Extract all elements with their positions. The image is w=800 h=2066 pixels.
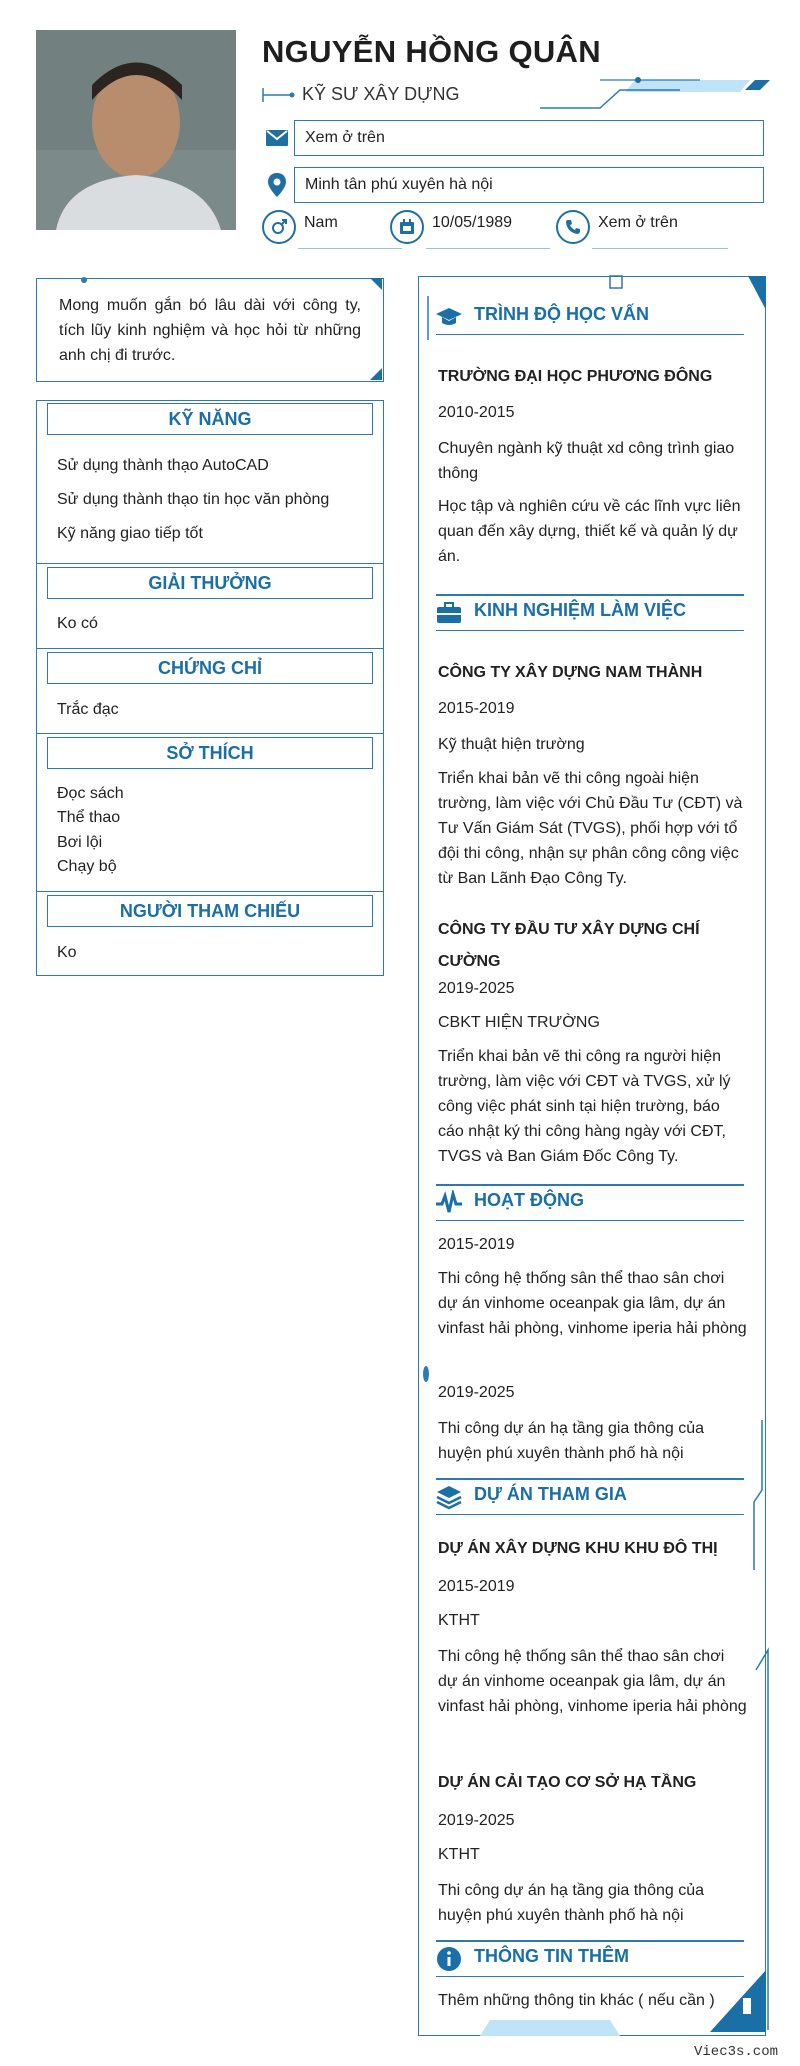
job-company: CÔNG TY XÂY DỰNG NAM THÀNH [438, 664, 703, 681]
education-school: TRƯỜNG ĐẠI HỌC PHƯƠNG ĐÔNG [438, 368, 713, 385]
awards-heading: GIẢI THƯỞNG [47, 567, 373, 599]
project-desc: Thi công dự án hạ tầng gia thông của huyện phú xuyên thành phố hà nội [438, 1882, 705, 1924]
project-name: DỰ ÁN CẢI TẠO CƠ SỞ HẠ TẦNG [438, 1774, 697, 1791]
references-text: Ko [57, 944, 77, 961]
gender-icon [262, 210, 296, 244]
hobby-item: Chạy bộ [57, 858, 117, 875]
heartbeat-icon [436, 1190, 462, 1216]
education-desc: Học tập và nghiên cứu về các lĩnh vực liên quan đến xây dựng, thiết kế và quản lý dự án. [438, 498, 741, 565]
projects-section-header [436, 1480, 744, 1515]
hobby-item: Đọc sách [57, 785, 124, 802]
phone-value: Xem ở trên [598, 214, 678, 231]
project-name: DỰ ÁN XÂY DỰNG KHU KHU ĐÔ THỊ [438, 1540, 718, 1557]
watermark: Viec3s.com [693, 2044, 778, 2060]
skills-heading: KỸ NĂNG [47, 403, 373, 435]
education-title: TRÌNH ĐỘ HỌC VẤN [474, 304, 649, 324]
layers-icon [436, 1484, 462, 1510]
location-pin-icon [262, 167, 292, 203]
email-value: Xem ở trên [294, 120, 764, 156]
job-desc: Triển khai bản vẽ thi công ra người hiện trường, làm việc với CĐT và TVGS, xử lý công việc phát sinh tại hiện trường, báo cáo nhật ký thi công hàng ngày với CĐT, TVGS và Ban Giám Đốc Công Ty. [438, 1048, 731, 1165]
job-company: CÔNG TY ĐẦU TƯ XÂY DỰNG CHÍ CƯỜNG [438, 921, 700, 970]
candidate-name: NGUYỄN HỒNG QUÂN [262, 34, 601, 69]
education-section-header [436, 300, 744, 335]
job-period: 2019-2025 [438, 980, 515, 997]
activities-section-header [436, 1186, 744, 1221]
briefcase-icon [436, 600, 462, 626]
gender-value: Nam [304, 214, 338, 231]
extra-title: THÔNG TIN THÊM [474, 1946, 629, 1966]
project-desc: Thi công hệ thống sân thể thao sân chơi dự án vinhome oceanpak gia lâm, dự án vinfast hải phòng, vinhome iperia hải phòng [438, 1648, 747, 1715]
job-title: KỸ SƯ XÂY DỰNG [302, 84, 460, 104]
education-major: Chuyên ngành kỹ thuật xd công trình giao thông [438, 440, 735, 482]
job-position: CBKT HIỆN TRƯỜNG [438, 1014, 600, 1031]
activities-title: HOẠT ĐỘNG [474, 1190, 584, 1210]
address-field [262, 167, 764, 203]
calendar-icon [390, 210, 424, 244]
hobby-item: Thể thao [57, 809, 121, 826]
info-icon [436, 1946, 462, 1972]
hobby-item: Bơi lội [57, 834, 103, 851]
certificates-text: Trắc đạc [57, 701, 119, 718]
extra-text: Thêm những thông tin khác ( nếu cần ) [438, 1992, 715, 2009]
job-title-line-icon [262, 88, 296, 102]
job-position: Kỹ thuật hiện trường [438, 736, 585, 753]
hobbies-heading: SỞ THÍCH [47, 737, 373, 769]
job-desc: Triển khai bản vẽ thi công ngoài hiện trường, làm việc với Chủ Đầu Tư (CĐT) và Tư Vấn Giám Sát (TVGS), phối hợp với tổ đội thi công, nhận sự phân công công việc từ Ban Lãnh Đạo Công Ty. [438, 770, 743, 887]
email-field [262, 120, 764, 156]
experience-section-header [436, 596, 744, 631]
activity-period: 2015-2019 [438, 1236, 515, 1253]
envelope-icon [262, 120, 292, 156]
experience-title: KINH NGHIỆM LÀM VIỆC [474, 600, 687, 620]
skill-item: Sử dụng thành thạo AutoCAD [57, 457, 269, 474]
activity-period: 2019-2025 [438, 1384, 515, 1401]
skill-item: Kỹ năng giao tiếp tốt [57, 525, 203, 542]
references-heading: NGƯỜI THAM CHIẾU [47, 895, 373, 927]
header-decoration [540, 74, 770, 114]
job-period: 2015-2019 [438, 700, 515, 717]
objective-corner-decoration [36, 272, 384, 384]
project-role: KTHT [438, 1846, 480, 1863]
address-value: Minh tân phú xuyên hà nội [294, 167, 764, 203]
extra-section-header [436, 1942, 744, 1977]
graduation-cap-icon [436, 304, 462, 330]
skill-item: Sử dụng thành thạo tin học văn phòng [57, 491, 330, 508]
projects-title: DỰ ÁN THAM GIA [474, 1484, 627, 1504]
project-period: 2019-2025 [438, 1812, 515, 1829]
activity-desc: Thi công hệ thống sân thể thao sân chơi dự án vinhome oceanpak gia lâm, dự án vinfast hải phòng, vinhome iperia hải phòng [438, 1270, 747, 1337]
education-period: 2010-2015 [438, 404, 515, 421]
phone-icon [556, 210, 590, 244]
awards-text: Ko có [57, 615, 98, 632]
project-period: 2015-2019 [438, 1578, 515, 1595]
left-column [36, 400, 384, 976]
profile-photo [36, 30, 236, 230]
birthday-value: 10/05/1989 [432, 214, 513, 231]
objective-text: Mong muốn gắn bó lâu dài với công ty, tích lũy kinh nghiệm và học hỏi từ những anh chị đi trước. [59, 297, 361, 364]
certificates-heading: CHỨNG CHỈ [47, 652, 373, 684]
activity-desc: Thi công dự án hạ tầng gia thông của huyện phú xuyên thành phố hà nội [438, 1420, 705, 1462]
project-role: KTHT [438, 1612, 480, 1629]
